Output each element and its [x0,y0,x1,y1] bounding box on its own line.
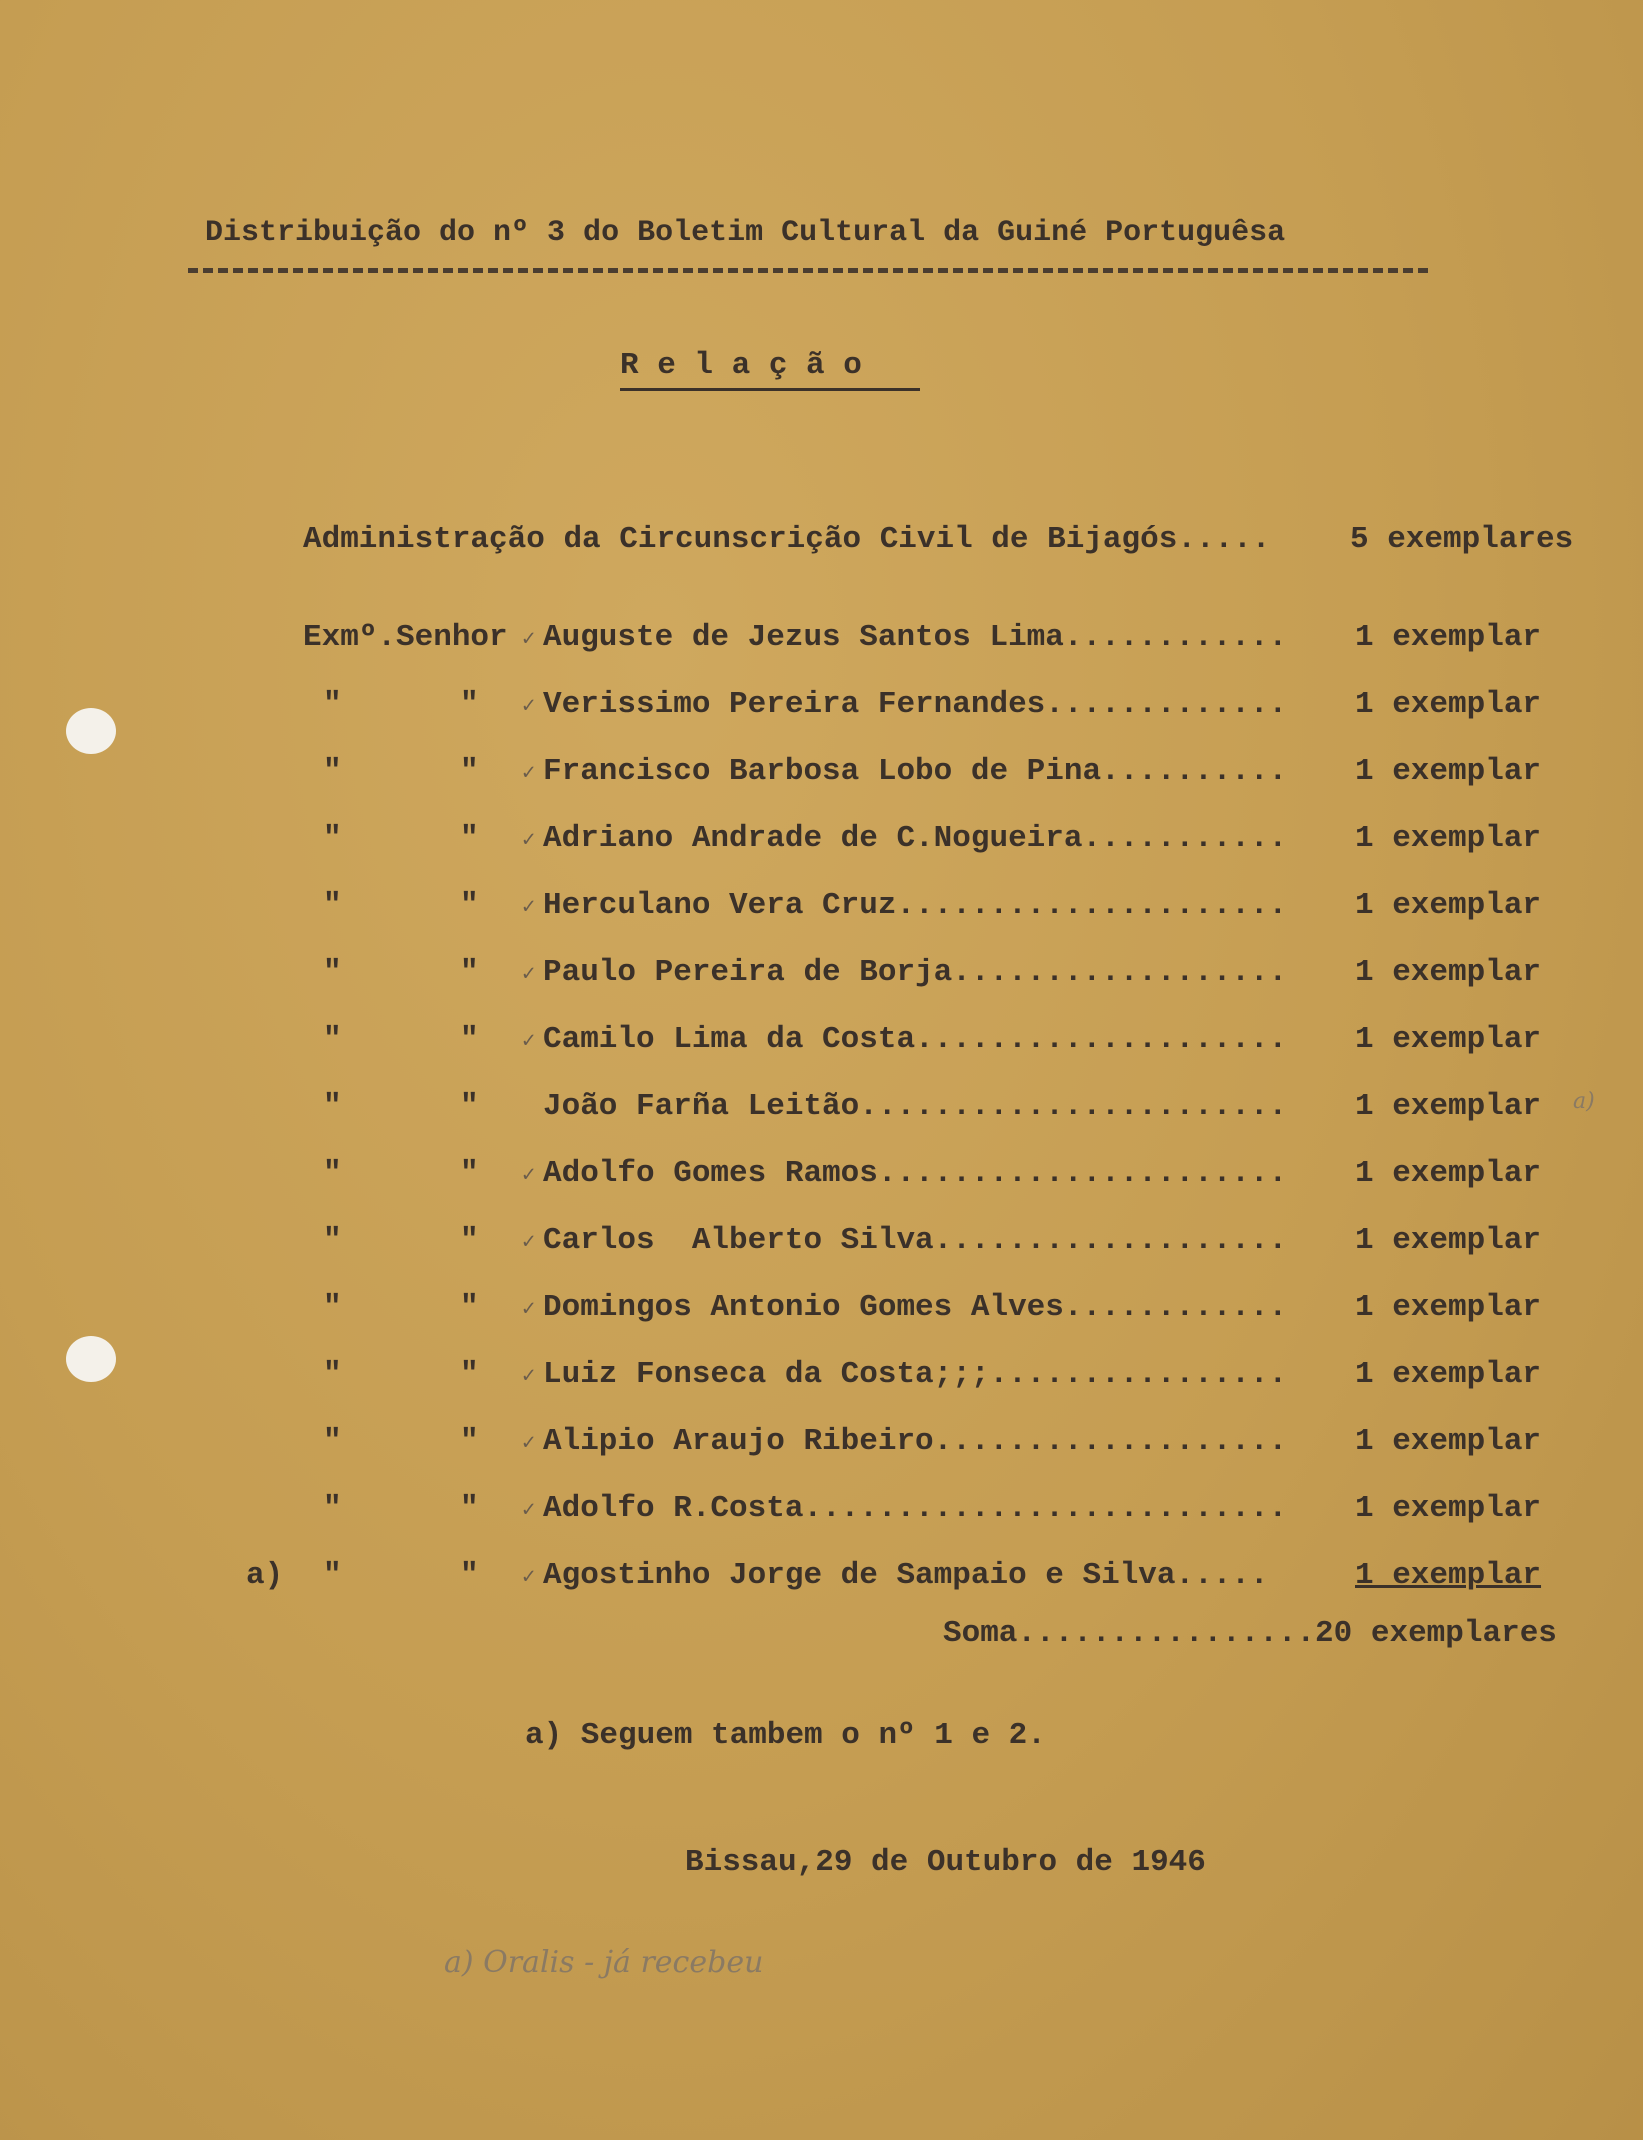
recipient-name: Domingos Antonio Gomes Alves............ [543,1290,1288,1325]
check-mark-icon: ✓ [522,1364,536,1389]
section-heading: R e l a ç ã o [620,348,862,383]
ditto-mark: " [460,754,479,789]
ditto-mark: " [460,1491,479,1526]
check-mark-icon: ✓ [522,1565,536,1590]
copy-count: 1 exemplar [1355,821,1542,856]
salutation: Exmº.Senhor [303,620,508,655]
copy-count: 1 exemplar [1355,1223,1542,1258]
copy-count: 1 exemplar [1355,955,1542,990]
punch-hole [66,1336,116,1382]
ditto-mark: " [323,1223,342,1258]
check-mark-icon: ✓ [522,1431,536,1456]
footnote-marker: a) [246,1558,284,1593]
copy-count: 1 exemplar [1355,1290,1542,1325]
date-line: Bissau,29 de Outubro de 1946 [685,1845,1206,1880]
ditto-mark: " [460,1223,479,1258]
check-mark-icon: ✓ [522,761,536,786]
admin-line: Administração da Circunscrição Civil de Bijagós..... [303,522,1271,557]
ditto-mark: " [460,1424,479,1459]
recipient-name: Herculano Vera Cruz..................... [543,888,1288,923]
ditto-mark: " [323,888,342,923]
copy-count: 1 exemplar [1355,1357,1542,1392]
ditto-mark: " [460,821,479,856]
check-mark-icon: ✓ [522,1163,536,1188]
check-mark-icon: ✓ [522,828,536,853]
ditto-mark: " [460,1156,479,1191]
ditto-mark: " [323,955,342,990]
copy-count: 1 exemplar [1355,1558,1542,1593]
copy-count: 1 exemplar [1355,888,1542,923]
ditto-mark: " [460,1290,479,1325]
check-mark-icon: ✓ [522,1498,536,1523]
recipient-name: Auguste de Jezus Santos Lima............ [543,620,1288,655]
copy-count: 1 exemplar [1355,1424,1542,1459]
punch-hole [66,708,116,754]
ditto-mark: " [323,1558,342,1593]
ditto-mark: " [323,821,342,856]
ditto-mark: " [460,955,479,990]
recipient-name: Luiz Fonseca da Costa;;;................ [543,1357,1288,1392]
ditto-mark: " [460,1022,479,1057]
recipient-name: Adolfo Gomes Ramos...................... [543,1156,1288,1191]
recipient-name: Carlos Alberto Silva................... [543,1223,1288,1258]
ditto-mark: " [460,1357,479,1392]
ditto-mark: " [323,1022,342,1057]
check-mark-icon: ✓ [522,895,536,920]
ditto-mark: " [460,1089,479,1124]
recipient-name: Adolfo R.Costa.......................... [543,1491,1288,1526]
ditto-mark: " [460,687,479,722]
recipient-name: Francisco Barbosa Lobo de Pina.......... [543,754,1288,789]
check-mark-icon: ✓ [522,1230,536,1255]
copy-count: 1 exemplar [1355,620,1542,655]
footnote: a) Seguem tambem o nº 1 e 2. [525,1718,1046,1753]
copy-count: 1 exemplar [1355,1089,1542,1124]
copy-count: 1 exemplar [1355,754,1542,789]
recipient-name: Paulo Pereira de Borja.................. [543,955,1288,990]
ditto-mark: " [323,1424,342,1459]
ditto-mark: " [323,1089,342,1124]
ditto-mark: " [323,687,342,722]
recipient-name: Alipio Araujo Ribeiro................... [543,1424,1288,1459]
ditto-mark: " [460,1558,479,1593]
handwritten-marker: a) [1573,1089,1595,1114]
recipient-name: Verissimo Pereira Fernandes............. [543,687,1288,722]
recipient-name: Camilo Lima da Costa.................... [543,1022,1288,1057]
copy-count: 1 exemplar [1355,687,1542,722]
ditto-mark: " [323,1491,342,1526]
admin-amount: 5 exemplares [1350,522,1574,557]
ditto-mark: " [323,1156,342,1191]
ditto-mark: " [323,1290,342,1325]
total-line: Soma................20 exemplares [943,1616,1557,1651]
check-mark-icon: ✓ [522,1029,536,1054]
ditto-mark: " [323,754,342,789]
copy-count: 1 exemplar [1355,1491,1542,1526]
handwritten-note: a) Oralis - já recebeu [444,1945,764,1980]
ditto-mark: " [323,1357,342,1392]
title-divider [188,268,1428,273]
ditto-mark: " [460,888,479,923]
recipient-name: Adriano Andrade de C.Nogueira........... [543,821,1288,856]
check-mark-icon: ✓ [522,962,536,987]
check-mark-icon: ✓ [522,694,536,719]
heading-underline [620,388,920,391]
copy-count: 1 exemplar [1355,1022,1542,1057]
check-mark-icon: ✓ [522,1297,536,1322]
check-mark-icon: ✓ [522,627,536,652]
copy-count: 1 exemplar [1355,1156,1542,1191]
recipient-name: Agostinho Jorge de Sampaio e Silva..... [543,1558,1269,1593]
recipient-name: João Farña Leitão....................... [543,1089,1288,1124]
document-title: Distribuição do nº 3 do Boletim Cultural da Guiné Portuguêsa [205,216,1286,250]
